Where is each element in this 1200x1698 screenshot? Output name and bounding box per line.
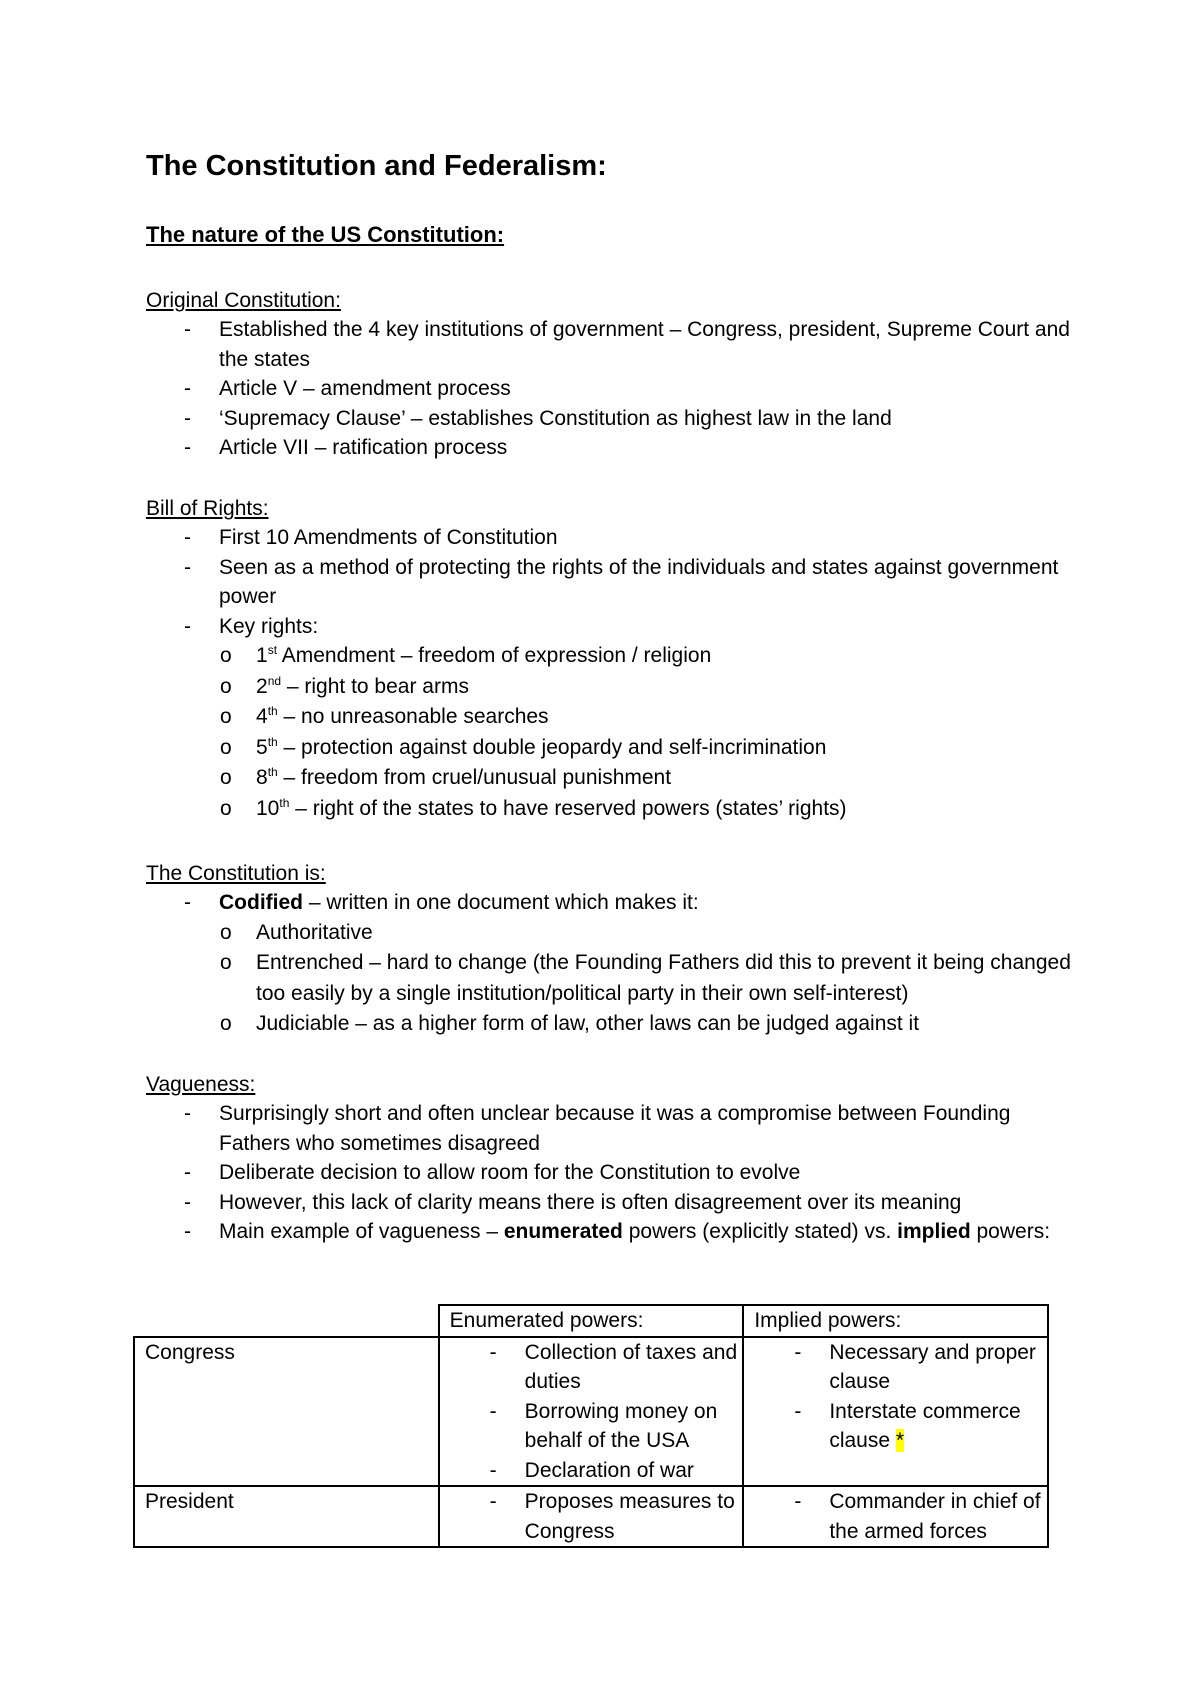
section-heading: The nature of the US Constitution: — [146, 222, 505, 247]
list-item: - Seen as a method of protecting the rights of the individuals and states against government power — [146, 553, 1076, 612]
amendment-text: – right of the states to have reserved powers (states’ rights) — [289, 796, 847, 820]
list-item — [219, 641, 1076, 672]
item-text: – written in one document which makes it: — [303, 891, 699, 914]
column-header-enumerated: Enumerated powers: — [439, 1305, 744, 1337]
list-item: - Article VII – ratification process — [146, 433, 1076, 463]
implied-list — [754, 1487, 1047, 1546]
amendment-text: – right to bear arms — [281, 674, 469, 698]
list-item — [219, 794, 1076, 825]
list-item — [146, 888, 1076, 918]
amendment-text: Amendment – freedom of expression / religion — [277, 644, 712, 667]
list-item — [754, 1397, 1047, 1456]
ordinal-suffix: st — [267, 643, 278, 657]
list-item: - Key rights: — [146, 612, 1076, 642]
amendment-number: 8 — [256, 766, 268, 789]
vagueness-section — [146, 1070, 1076, 1247]
column-header-implied: Implied powers: — [743, 1305, 1048, 1337]
bill-of-rights-section — [146, 494, 1076, 824]
row-label-president: President — [134, 1486, 439, 1547]
item-text: powers (explicitly stated) vs. — [622, 1220, 898, 1243]
item-text: Interstate commerce clause — [829, 1399, 1021, 1452]
list-item — [219, 733, 1076, 764]
list-item: - Article V – amendment process — [146, 374, 1076, 404]
constitution-is-list — [146, 888, 1076, 918]
list-item: o Judiciable – as a higher form of law, other laws can be judged against it — [219, 1009, 1076, 1040]
bold-term: Codified — [219, 891, 303, 914]
item-text: powers: — [970, 1220, 1051, 1243]
item-text: Main example of vagueness – — [219, 1220, 504, 1243]
original-constitution-list — [146, 315, 1076, 463]
table-corner-cell — [134, 1305, 439, 1337]
amendment-number: 5 — [256, 735, 268, 759]
list-item — [146, 1217, 1076, 1247]
bold-term: implied — [897, 1220, 971, 1243]
table-row — [134, 1337, 1048, 1487]
vagueness-heading: Vagueness: — [146, 1073, 256, 1096]
table-header-row — [134, 1305, 1048, 1337]
table-cell — [743, 1337, 1048, 1487]
constitution-is-section — [146, 859, 1076, 1040]
page-title: The Constitution and Federalism: — [146, 150, 607, 182]
list-item: - Collection of taxes and duties — [450, 1338, 743, 1397]
table-cell — [439, 1486, 744, 1547]
ordinal-suffix: nd — [267, 673, 282, 688]
list-item: - ‘Supremacy Clause’ – establishes Constitution as highest law in the land — [146, 404, 1076, 434]
implied-list — [754, 1338, 1047, 1456]
ordinal-suffix: th — [279, 795, 290, 810]
row-label-congress: Congress — [134, 1337, 439, 1487]
list-item: - Surprisingly short and often unclear because it was a compromise between Founding Fathers who sometimes disagreed — [146, 1099, 1076, 1158]
amendment-number: 4 — [256, 705, 268, 728]
codified-sub-list — [146, 918, 1076, 1040]
list-item: - Established the 4 key institutions of government – Congress, president, Supreme Court and the states — [146, 315, 1076, 374]
list-item: - Commander in chief of the armed forces — [754, 1487, 1047, 1546]
list-item: - Deliberate decision to allow room for the Constitution to evolve — [146, 1158, 1076, 1188]
list-item — [219, 672, 1076, 703]
amendment-text: – no unreasonable searches — [277, 705, 549, 728]
ordinal-suffix: th — [267, 704, 278, 718]
bill-of-rights-heading: Bill of Rights: — [146, 497, 269, 520]
amendment-text: – freedom from cruel/unusual punishment — [277, 766, 672, 789]
list-item: o Entrenched – hard to change (the Founding Fathers did this to prevent it being changed too easily by a single institution/political party in their own self-interest) — [219, 948, 1076, 1009]
key-rights-list — [146, 641, 1076, 824]
original-constitution-heading: Original Constitution: — [146, 289, 341, 312]
amendment-text: – protection against double jeopardy and self-incrimination — [277, 735, 827, 759]
powers-table — [133, 1304, 1049, 1548]
table-cell — [439, 1337, 744, 1487]
amendment-number: 1 — [256, 644, 268, 667]
ordinal-suffix: th — [267, 734, 278, 749]
list-item: - First 10 Amendments of Constitution — [146, 523, 1076, 553]
amendment-number: 10 — [256, 796, 280, 820]
ordinal-suffix: th — [267, 765, 278, 779]
list-item: o Authoritative — [219, 918, 1076, 949]
enumerated-list — [450, 1487, 743, 1546]
highlighted-asterisk: * — [895, 1429, 905, 1452]
vagueness-list — [146, 1099, 1076, 1247]
list-item — [219, 702, 1076, 733]
original-constitution-section — [146, 286, 1076, 463]
list-item: - Declaration of war — [450, 1456, 743, 1486]
list-item: - Necessary and proper clause — [754, 1338, 1047, 1397]
table-cell — [743, 1486, 1048, 1547]
enumerated-list — [450, 1338, 743, 1486]
list-item: - However, this lack of clarity means there is often disagreement over its meaning — [146, 1188, 1076, 1218]
bill-of-rights-list — [146, 523, 1076, 641]
list-item — [219, 763, 1076, 794]
amendment-number: 2 — [256, 674, 268, 698]
table-row — [134, 1486, 1048, 1547]
constitution-is-heading: The Constitution is: — [146, 862, 326, 885]
list-item: - Borrowing money on behalf of the USA — [450, 1397, 743, 1456]
list-item: - Proposes measures to Congress — [450, 1487, 743, 1546]
bold-term: enumerated — [503, 1220, 623, 1243]
